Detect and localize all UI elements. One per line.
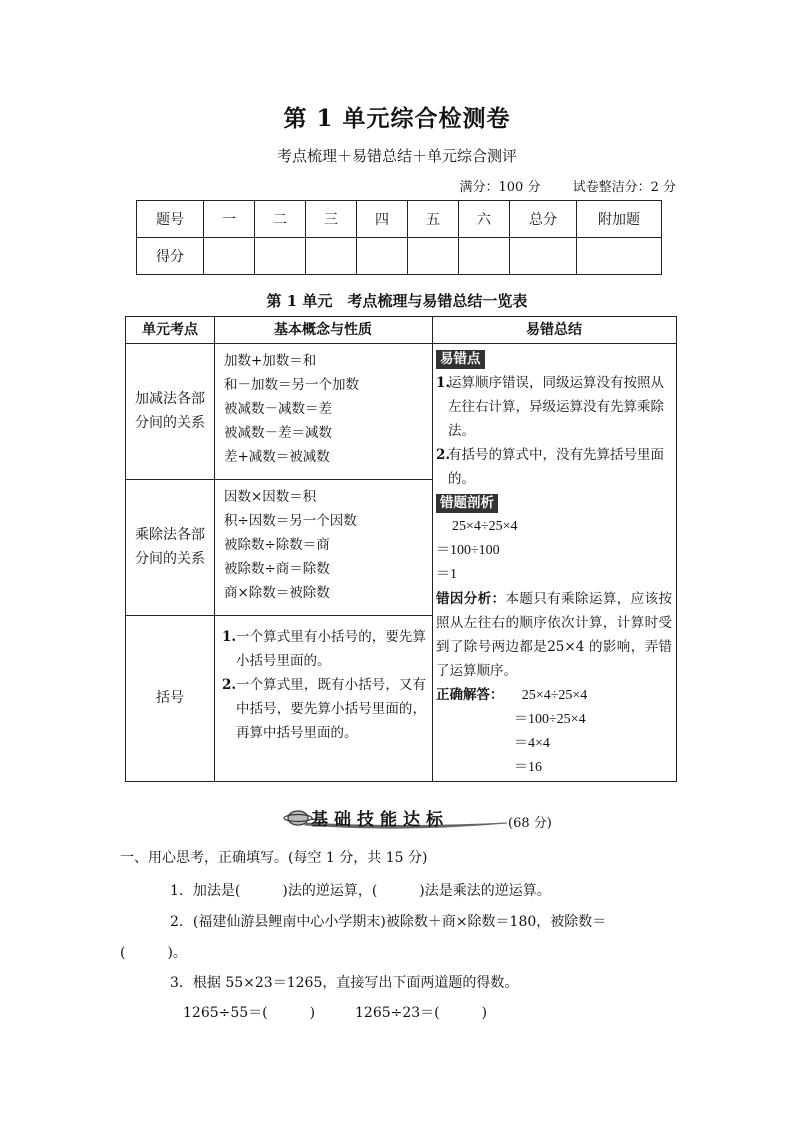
rule-number: 1. <box>222 629 237 645</box>
score-header-cell: 题号 <box>137 201 204 238</box>
correct-answer <box>436 683 672 708</box>
formula: 被除数÷商＝除数 <box>224 561 330 577</box>
score-header-cell: 三 <box>306 201 357 238</box>
score-cell[interactable] <box>408 238 459 275</box>
col-header-topic: 单元考点 <box>142 322 198 338</box>
col-header-concepts: 基本概念与性质 <box>274 322 372 338</box>
topic-cell <box>126 343 214 479</box>
topic-cell <box>126 615 214 781</box>
error-points-tag: 易错点 <box>436 350 485 369</box>
formula: 被减数－差＝减数 <box>224 425 332 441</box>
error-point-number: 2. <box>436 447 451 463</box>
rule-number: 2. <box>222 677 237 693</box>
question-3: 3．根据 55×23＝1265，直接写出下面两道题的得数。 <box>170 975 519 991</box>
formula: 被除数÷除数＝商 <box>224 537 330 553</box>
question-3a: 1265÷55＝( ) <box>183 1005 316 1021</box>
correct-step: ＝16 <box>514 760 542 775</box>
score-table-header-row <box>137 201 662 238</box>
page-subtitle: 考点梳理＋易错总结＋单元综合测评 <box>276 147 517 165</box>
score-header-cell: 一 <box>204 201 255 238</box>
wrong-step: ＝1 <box>436 567 457 582</box>
rule-item <box>222 673 426 745</box>
formula: 差+减数＝被减数 <box>224 449 330 465</box>
score-header-cell: 总分 <box>510 201 577 238</box>
topic-text: 乘除法各部分间的关系 <box>135 527 205 567</box>
section-points: (68 分) <box>508 816 552 831</box>
error-point-text: 有括号的算式中，没有先算括号里面的。 <box>448 447 664 487</box>
rule-list <box>214 625 432 745</box>
overview-table <box>125 316 677 782</box>
score-table-score-row <box>137 238 662 275</box>
topic-text: 括号 <box>156 690 184 706</box>
wrong-step: ＝100÷100 <box>436 543 500 558</box>
score-cell[interactable] <box>510 238 577 275</box>
neatness-score: 试卷整洁分：2 分 <box>572 180 676 195</box>
part-heading: 一、用心思考，正确填写。(每空 1 分，共 15 分) <box>120 850 428 866</box>
score-row-label: 得分 <box>137 238 204 275</box>
error-point <box>436 371 672 443</box>
question-3b: 1265÷23＝( ) <box>355 1005 488 1021</box>
score-cell[interactable] <box>255 238 306 275</box>
score-cell[interactable] <box>204 238 255 275</box>
score-header-cell: 五 <box>408 201 459 238</box>
col-header-errors: 易错总结 <box>526 322 582 338</box>
error-point-number: 1. <box>436 375 451 391</box>
rule-item <box>222 625 426 673</box>
formula: 商×除数＝被除数 <box>224 585 330 601</box>
score-table <box>136 200 662 275</box>
section-banner <box>283 804 583 834</box>
rule-text: 一个算式里，既有小括号，又有中括号，要先算小括号里面的，再算中括号里面的。 <box>236 677 426 741</box>
page-title: 第 1 单元综合检测卷 <box>283 105 511 132</box>
score-header-cell: 六 <box>459 201 510 238</box>
formula: 和－加数＝另一个加数 <box>224 377 359 393</box>
correct-step: ＝100÷25×4 <box>514 712 586 727</box>
score-cell[interactable] <box>357 238 408 275</box>
score-header-cell: 附加题 <box>577 201 662 238</box>
error-point <box>436 443 672 491</box>
analysis-label: 错因分析： <box>436 591 506 607</box>
formula-list <box>214 485 442 605</box>
formula: 加数+加数＝和 <box>224 353 317 369</box>
wrong-step: 25×4÷25×4 <box>452 519 518 534</box>
question-2-line-1: 2．(福建仙游县鲤南中心小学期末)被除数＋商×除数＝180，被除数＝ <box>170 914 607 930</box>
wrong-analysis-tag: 错题剖析 <box>436 494 498 513</box>
correct-step: 25×4÷25×4 <box>521 688 588 703</box>
topic-text: 加减法各部分间的关系 <box>135 391 205 431</box>
formula: 积÷因数＝另一个因数 <box>224 513 357 529</box>
correct-step: ＝4×4 <box>514 736 550 751</box>
formula-list <box>214 349 442 469</box>
score-cell[interactable] <box>306 238 357 275</box>
formula: 被减数－减数＝差 <box>224 401 332 417</box>
correct-label: 正确解答： <box>436 687 504 703</box>
question-2-line-2: ( )。 <box>120 945 187 961</box>
section-label: 基础技能达标 <box>311 810 449 830</box>
topic-cell <box>126 479 214 615</box>
question-1: 1．加法是( )法的逆运算，( )法是乘法的逆运算。 <box>170 883 551 899</box>
score-info <box>432 176 677 195</box>
full-score: 满分：100 分 <box>459 180 541 195</box>
overview-title: 第 1 单元 考点梳理与易错总结一览表 <box>266 292 528 310</box>
score-cell[interactable] <box>577 238 662 275</box>
score-header-cell: 四 <box>357 201 408 238</box>
error-summary <box>432 347 676 780</box>
rule-text: 一个算式里有小括号的，要先算小括号里面的。 <box>236 629 426 669</box>
error-point-text: 运算顺序错误，同级运算没有按照从左往右计算，异级运算没有先算乘除法。 <box>448 375 664 439</box>
formula: 因数×因数＝积 <box>224 489 317 505</box>
score-cell[interactable] <box>459 238 510 275</box>
error-analysis <box>436 587 672 683</box>
score-header-cell: 二 <box>255 201 306 238</box>
analysis-text: 本题只有乘除运算，应该按照从左往右的顺序依次计算，计算时受到了除号两边都是25×4 的影响，弄错了运算顺序。 <box>436 591 672 679</box>
